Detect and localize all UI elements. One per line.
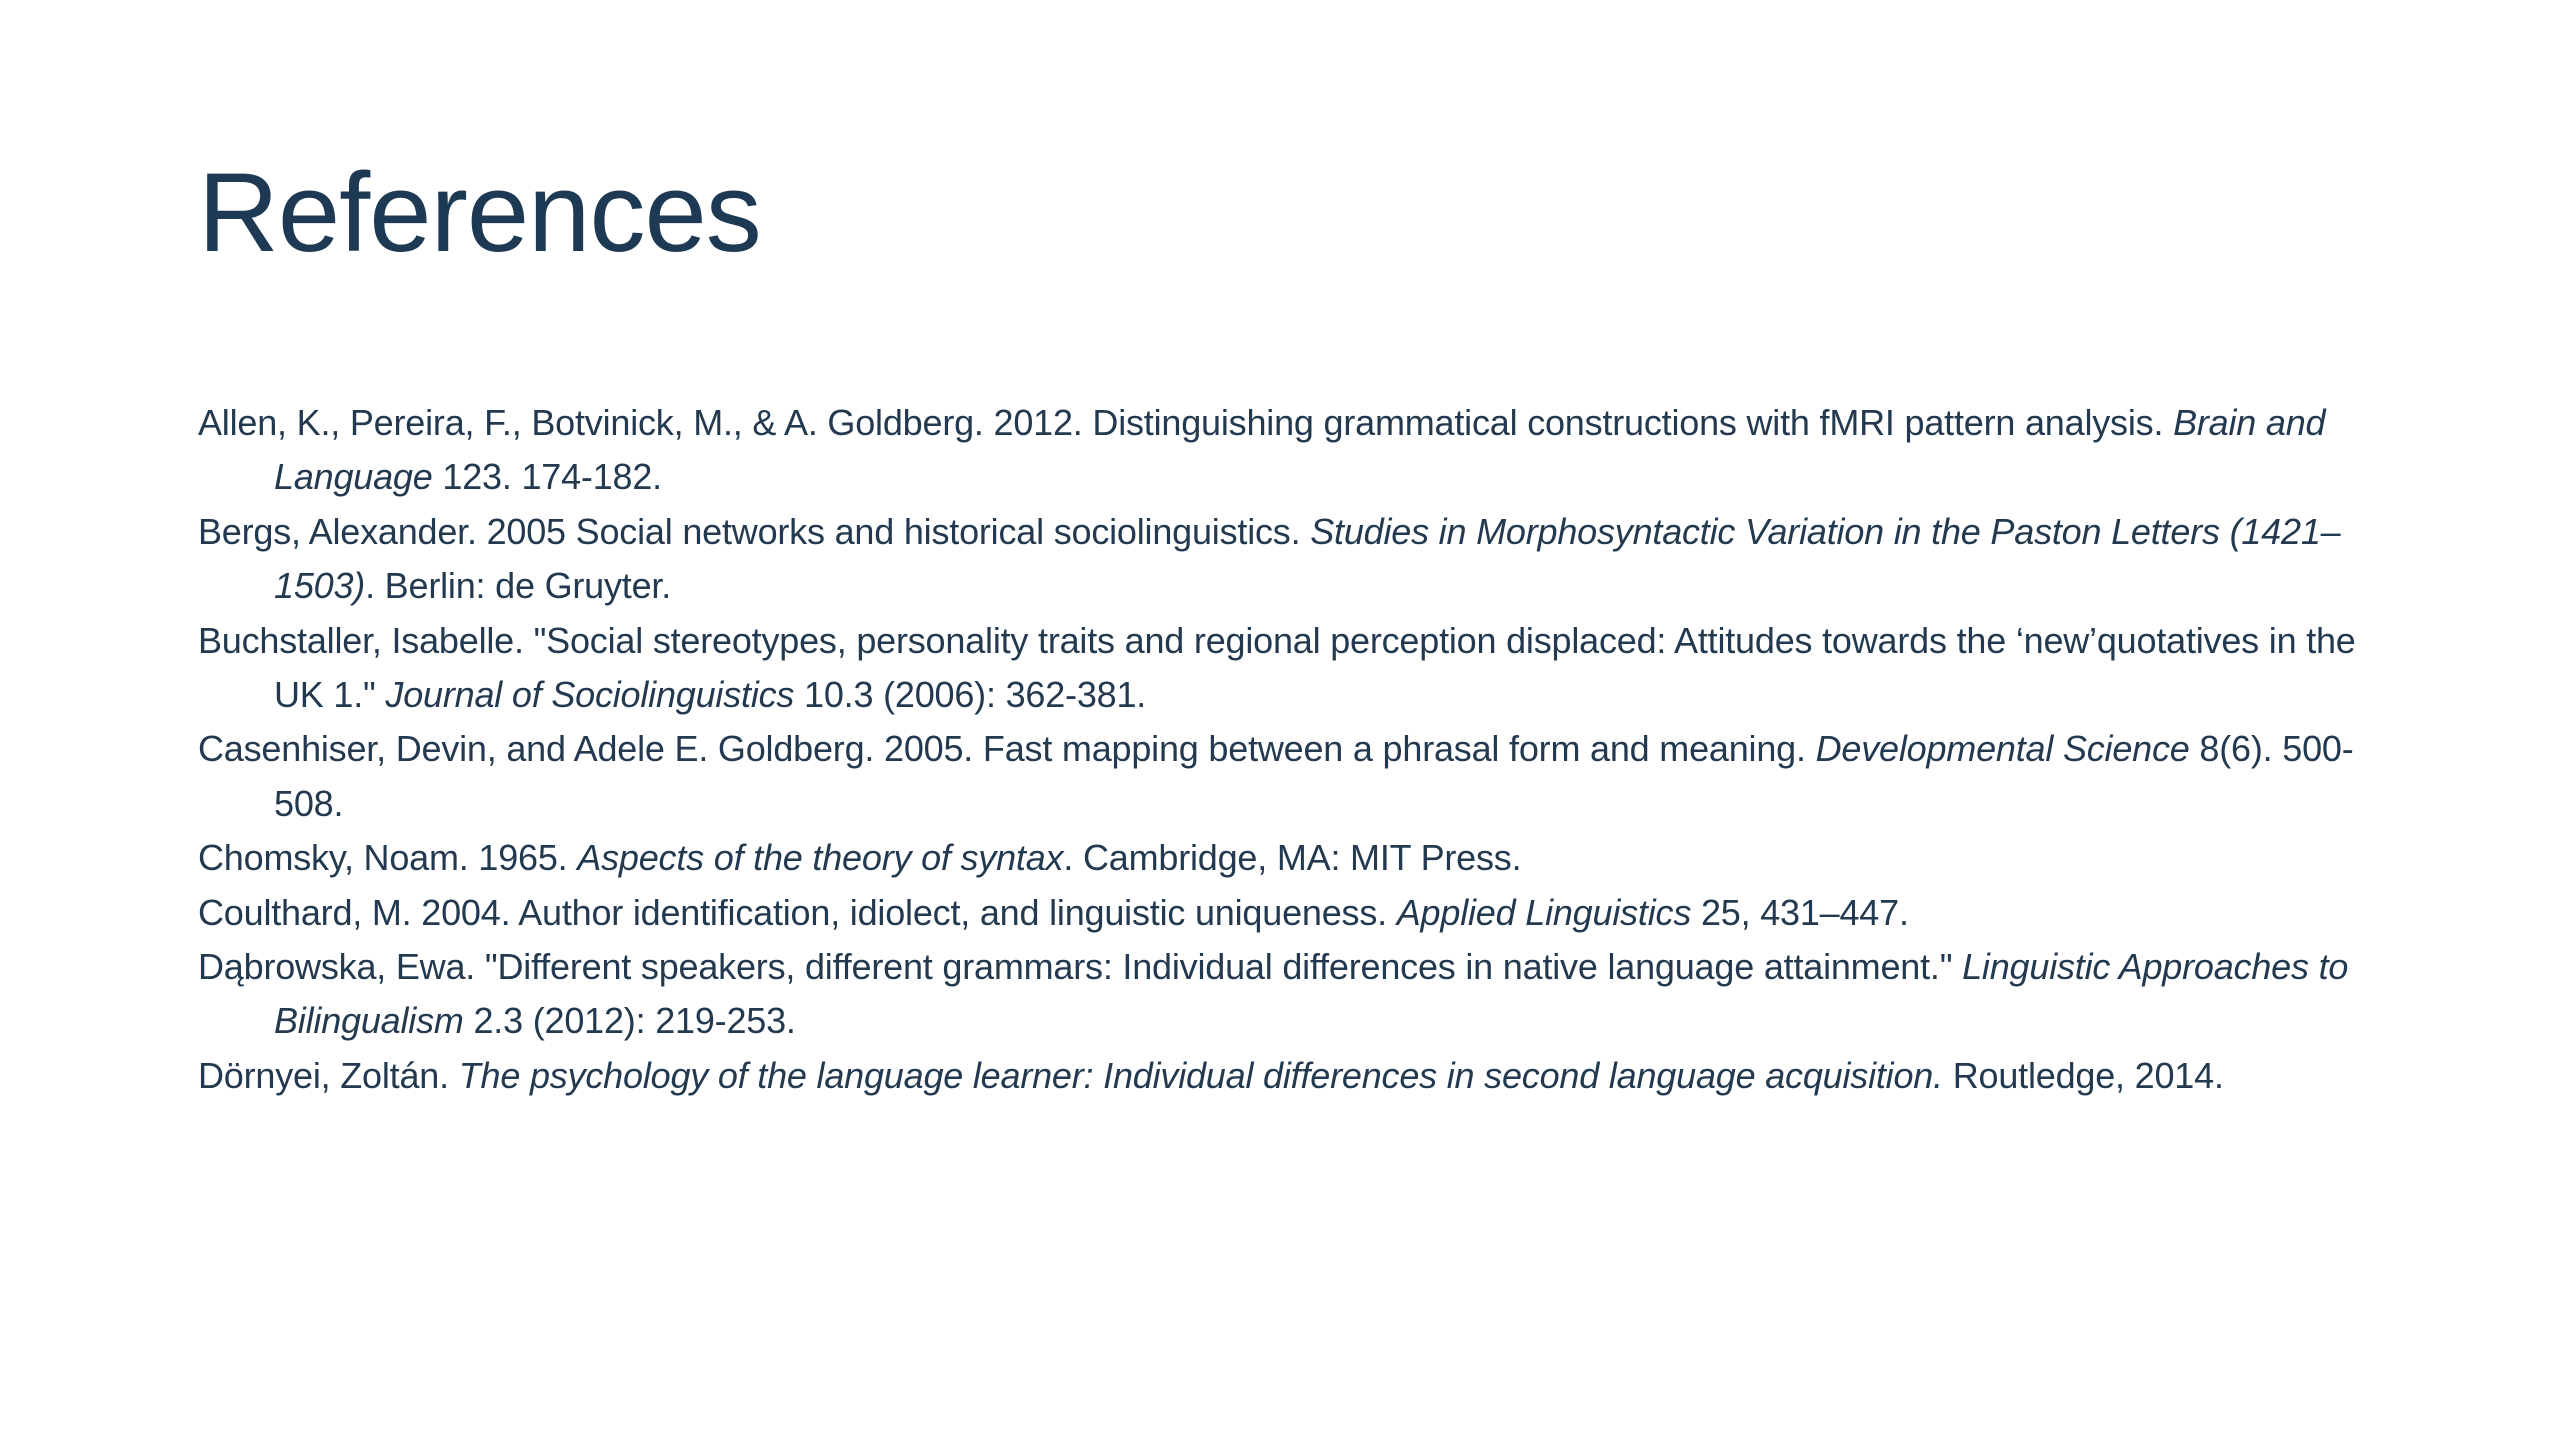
reference-source-title: Brain and Language: [274, 402, 2326, 498]
reference-text: Casenhiser, Devin, and Adele E. Goldberg. 2005. Fast mapping between a phrasal form and meaning.: [198, 728, 1816, 770]
page-title: References: [198, 150, 761, 275]
reference-details: Routledge, 2014.: [1942, 1054, 2224, 1096]
reference-item: [198, 1049, 2394, 1103]
reference-source-title: Linguistic Approaches to Bilingualism: [274, 946, 2349, 1042]
reference-item: [198, 505, 2394, 614]
reference-source-title: Applied Linguistics: [1396, 891, 1692, 933]
reference-item: [198, 722, 2394, 831]
reference-details: 8(6). 500-508.: [274, 728, 2354, 824]
reference-details: 2.3 (2012): 219-253.: [463, 1000, 796, 1042]
reference-details: 123. 174-182.: [432, 456, 662, 498]
reference-item: [198, 886, 2394, 940]
reference-text: Allen, K., Pereira, F., Botvinick, M., & A. Goldberg. 2012. Distinguishing grammatical constructions with fMRI pattern analysis.: [198, 402, 2174, 443]
reference-text: Chomsky, Noam. 1965.: [198, 837, 578, 879]
reference-details: . Cambridge, MA: MIT Press.: [1063, 837, 1522, 879]
reference-text: Dörnyei, Zoltán.: [198, 1054, 459, 1096]
reference-source-title: Aspects of the theory of syntax: [577, 837, 1064, 879]
reference-item: [198, 831, 2394, 885]
reference-text: Bergs, Alexander. 2005 Social networks and historical sociolinguistics.: [198, 510, 1311, 552]
reference-item: [198, 940, 2394, 1049]
reference-item: [198, 396, 2394, 505]
reference-text: Dąbrowska, Ewa. "Different speakers, different grammars: Individual differences in native language attainment.": [198, 946, 1963, 988]
reference-text: Coulthard, M. 2004. Author identification, idiolect, and linguistic uniqueness.: [198, 891, 1397, 933]
reference-item: [198, 614, 2394, 723]
reference-source-title: The psychology of the language learner: Individual differences in second language acquisition.: [458, 1054, 1943, 1096]
reference-text: Buchstaller, Isabelle. "Social stereotypes, personality traits and regional perception displaced: Attitudes towards the ‘new’quotatives in the UK 1.": [198, 619, 2356, 716]
reference-details: 25, 431–447.: [1691, 891, 1909, 933]
reference-details: . Berlin: de Gruyter.: [365, 565, 672, 607]
reference-source-title: Developmental Science: [1815, 728, 2190, 770]
reference-source-title: Studies in Morphosyntactic Variation in the Paston Letters (1421–1503): [274, 510, 2341, 607]
reference-list: [198, 396, 2394, 1103]
reference-source-title: Journal of Sociolinguistics: [385, 674, 795, 716]
reference-details: 10.3 (2006): 362-381.: [794, 674, 1147, 716]
